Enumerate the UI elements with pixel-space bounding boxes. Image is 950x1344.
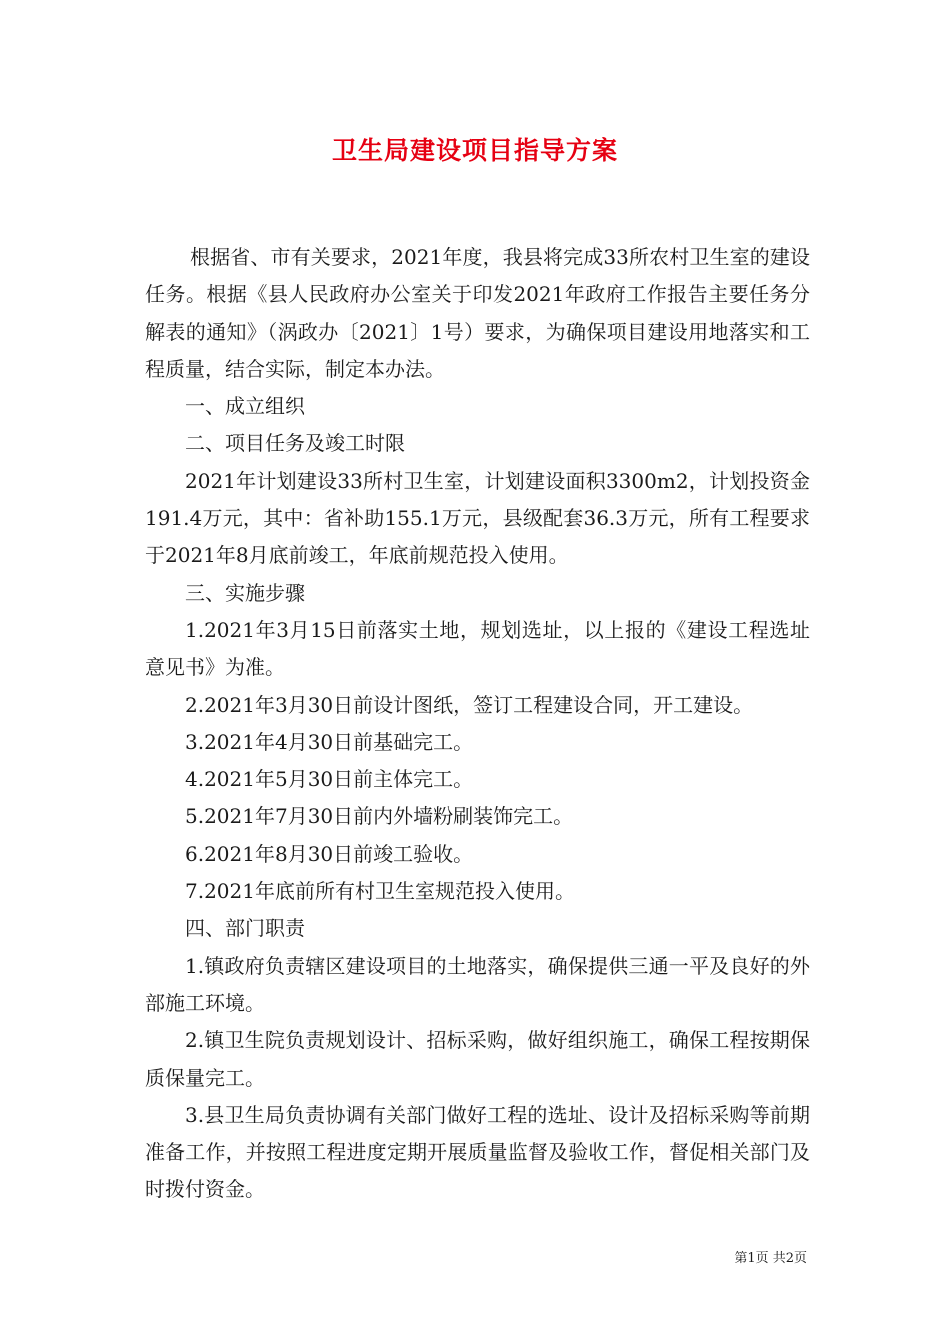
- section-heading-duties: 四、部门职责: [185, 916, 305, 941]
- step-item: 7.2021年底前所有村卫生室规范投入使用。: [185, 879, 575, 904]
- document-body: [145, 239, 810, 1209]
- document-title: 卫生局建设项目指导方案: [331, 136, 618, 165]
- duty-item: 2.镇卫生院负责规划设计、招标采购，做好组织施工，确保工程按期保质保量完工。: [145, 1028, 810, 1090]
- page-number: 第1页 共2页: [734, 1251, 807, 1266]
- paragraph-intro: 根据省、市有关要求，2021年度，我县将完成33所农村卫生室的建设任务。根据《县人民政府办公室关于印发2021年政府工作报告主要任务分解表的通知》（涡政办〔2021〕1号）要求，为确保项目建设用地落实和工程质量，结合实际，制定本办法。: [145, 245, 810, 381]
- step-item: 3.2021年4月30日前基础完工。: [185, 729, 474, 754]
- duty-item: 1.镇政府负责辖区建设项目的土地落实，确保提供三通一平及良好的外部施工环境。: [145, 953, 810, 1015]
- step-item: 4.2021年5月30日前主体完工。: [185, 767, 474, 792]
- section-heading-tasks: 二、项目任务及竣工时限: [185, 431, 405, 456]
- step-item: 5.2021年7月30日前内外墙粉刷装饰完工。: [185, 804, 574, 829]
- step-item: 2.2021年3月30日前设计图纸，签订工程建设合同，开工建设。: [185, 692, 754, 717]
- section-heading-organization: 一、成立组织: [185, 394, 305, 419]
- section-heading-steps: 三、实施步骤: [185, 580, 305, 605]
- duty-item: 3.县卫生局负责协调有关部门做好工程的选址、设计及招标采购等前期准备工作，并按照工程进度定期开展质量监督及验收工作，督促相关部门及时拨付资金。: [145, 1102, 810, 1202]
- step-item: 1.2021年3月15日前落实土地，规划选址，以上报的《建设工程选址意见书》为准。: [145, 617, 810, 680]
- paragraph-tasks: 2021年计划建设33所村卫生室，计划建设面积3300m2，计划投资金191.4万元，其中：省补助155.1万元，县级配套36.3万元，所有工程要求于2021年8月底前竣工，年底前规范投入使用。: [145, 468, 810, 568]
- step-item: 6.2021年8月30日前竣工验收。: [185, 841, 474, 866]
